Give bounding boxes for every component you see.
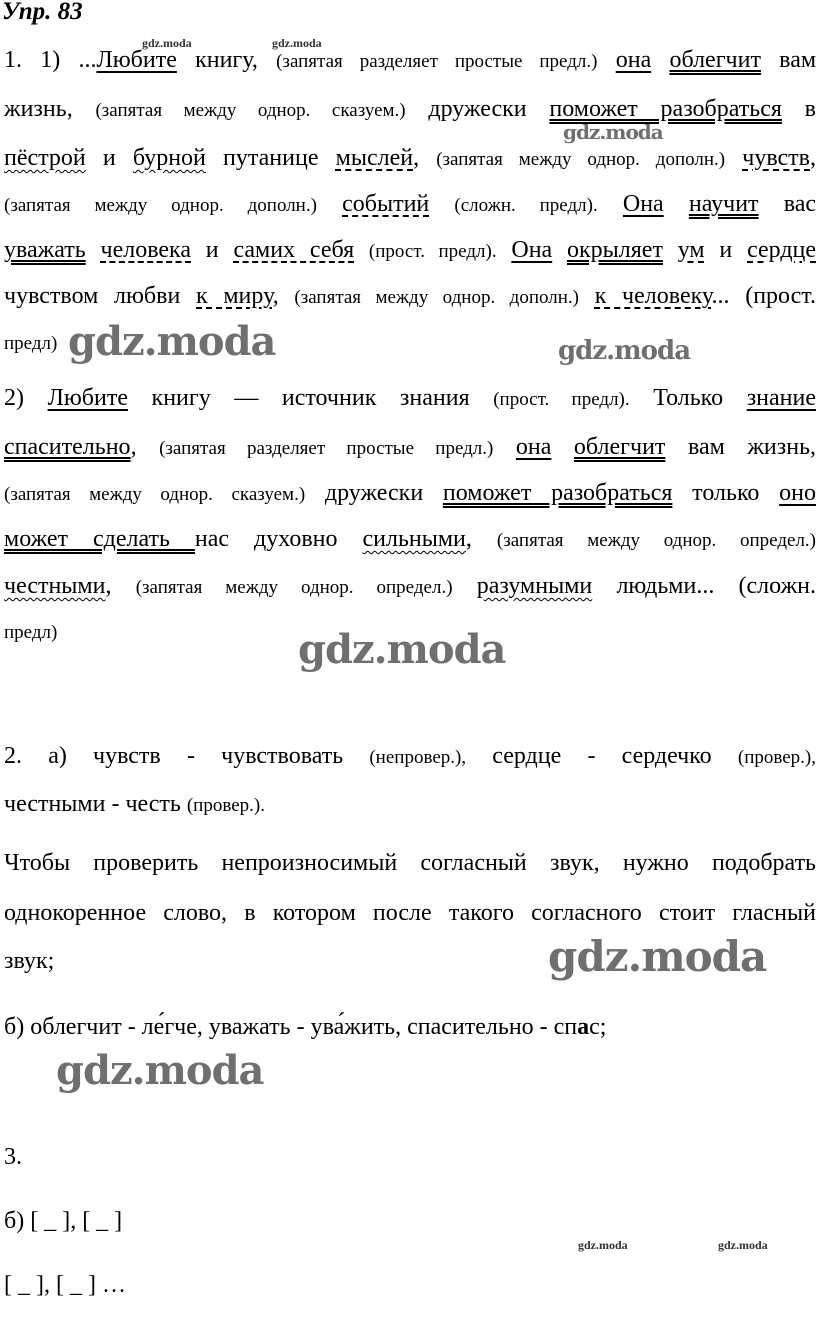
text-line-s3-1: 2. а) чувств - чувствовать (непровер.), сердце - сердечко (провер.),: [4, 743, 816, 769]
object-word: к миру: [196, 283, 273, 309]
watermark: gdz.moda: [272, 36, 322, 50]
object-word: ум: [677, 237, 705, 263]
watermark: gdz.moda: [563, 120, 663, 144]
text-run: книгу,: [176, 47, 277, 73]
subject-word: оно: [779, 480, 816, 506]
object-word: к человеку: [594, 283, 712, 309]
text-line-s3-2: честными - честь (провер.).: [4, 791, 265, 817]
text-run: в: [781, 96, 817, 122]
exercise-title: Упр. 83: [2, 0, 83, 25]
subject-word: Она: [622, 191, 664, 217]
watermark: gdz.moda: [142, 36, 192, 50]
text-line-s4-1: 3.: [4, 1144, 22, 1170]
text-run: дружески: [405, 96, 550, 122]
subject-word: Она: [511, 237, 553, 263]
object-word: мыслей: [335, 145, 414, 171]
watermark: gdz.moda: [68, 318, 276, 365]
object-word: сердце: [747, 237, 817, 263]
watermark: gdz.moda: [718, 1238, 768, 1252]
text-line-s1-2: [4, 95, 816, 125]
comment-text: предл): [4, 622, 58, 643]
subject-word: она: [615, 47, 652, 73]
watermark: gdz.moda: [578, 1238, 628, 1252]
watermark: gdz.moda: [558, 336, 691, 366]
comment-text: (запятая между однор. дополн.): [4, 195, 317, 216]
text-line-s1-4: (запятая между однор. дополн.) событий (сложн. предл). Она научит вас: [4, 191, 817, 217]
text-line-s2-3: (запятая между однор. сказуем.) дружески поможет разобраться только оно: [4, 480, 816, 506]
predicate-word: облегчит: [573, 434, 666, 460]
text-line-s3-3: Чтобы проверить непроизносимый согласный звук, нужно подобрать: [4, 850, 816, 876]
predicate-word: может сделать: [4, 526, 195, 552]
predicate-word: поможет разобраться: [442, 480, 673, 506]
text-line-s2-1: 2) Любите книгу — источник знания (прост. предл). Только знание: [4, 385, 817, 411]
text-line-s2-5: честными, (запятая между однор. определ.) разумными людьми... (сложн.: [4, 573, 816, 599]
text-run: 1. 1) ...: [4, 47, 97, 73]
text-line-s3-4: однокоренное слово, в котором после такого согласного стоит гласный: [4, 900, 816, 926]
comment-text: (запятая разделяет простые предл.): [276, 51, 598, 72]
comment-text: (запятая разделяет простые предл.): [159, 438, 494, 459]
watermark: gdz.moda: [298, 626, 506, 673]
predicate-word: научит: [688, 191, 759, 217]
object-word: событий: [342, 191, 430, 217]
watermark: gdz.moda: [548, 932, 767, 981]
comment-text: (прост. предл).: [368, 241, 497, 262]
comment-text: (сложн. предл).: [454, 195, 598, 216]
predicate-word: окрыляет: [567, 237, 663, 263]
subject-word: она: [515, 434, 552, 460]
comment-text: (непровер.),: [369, 747, 467, 768]
attribute-word: пёстрой: [4, 145, 86, 171]
attribute-word: честными: [4, 573, 106, 599]
text-line-s2-4: может сделать нас духовно сильными, (запятая между однор. определ.): [4, 526, 816, 552]
object-word: человека: [100, 237, 192, 263]
predicate-word: спасительно: [4, 434, 131, 460]
object-word: самих себя: [233, 237, 355, 263]
predicate-word: поможет разобраться: [549, 96, 782, 122]
predicate-word: уважать: [4, 237, 86, 263]
text-run: вам: [760, 47, 817, 73]
comment-text: (запятая между однор. определ.): [496, 530, 816, 551]
subject-word: Любите: [96, 47, 177, 73]
highlighted-letter: а: [577, 1014, 590, 1040]
text-line-s4-2: б) [ _ ], [ _ ]: [4, 1208, 123, 1234]
text-line-s1-5: уважать человека и самих себя (прост. предл). Она окрыляет ум и сердце: [4, 237, 817, 263]
attribute-word: бурной: [132, 145, 206, 171]
predicate-word: облегчит: [669, 47, 761, 73]
subject-word: знание: [746, 385, 817, 411]
comment-text: (запятая между однор. дополн.): [294, 287, 579, 308]
comment-text: (запятая между однор. сказуем.): [95, 100, 406, 121]
attribute-word: разумными: [476, 573, 593, 599]
comment-text: предл): [4, 333, 58, 354]
object-word: чувств: [742, 145, 810, 171]
comment-text: (запятая между однор. определ.): [135, 577, 453, 598]
comment-text: (запятая между однор. дополн.): [436, 149, 726, 170]
comment-text: (запятая между однор. сказуем.): [4, 484, 306, 505]
watermark: gdz.moda: [56, 1047, 264, 1094]
comment-text: (провер.).: [186, 795, 265, 816]
text-run: жизнь,: [4, 96, 96, 122]
text-line-s3-6: б) облегчит - ле́гче, уважать - ува́жить, спасительно - спас;: [4, 1014, 607, 1040]
attribute-word: сильными: [362, 526, 466, 552]
text-line-s1-3: пёстрой и бурной путанице мыслей, (запятая между однор. дополн.) чувств,: [4, 145, 816, 171]
text-line-s1-6: чувством любви к миру, (запятая между однор. дополн.) к человеку... (прост.: [4, 283, 816, 309]
text-line-s1-1: [4, 46, 816, 76]
comment-text: (провер.),: [737, 747, 816, 768]
text-line-s3-5: звук;: [4, 948, 55, 974]
predicate-word: Любите: [47, 385, 128, 411]
text-line-s2-2: спасительно, (запятая разделяет простые предл.) она облегчит вам жизнь,: [4, 434, 817, 460]
text-line-s4-3: [ _ ], [ _ ] …: [4, 1272, 126, 1298]
comment-text: (прост. предл).: [493, 389, 630, 410]
